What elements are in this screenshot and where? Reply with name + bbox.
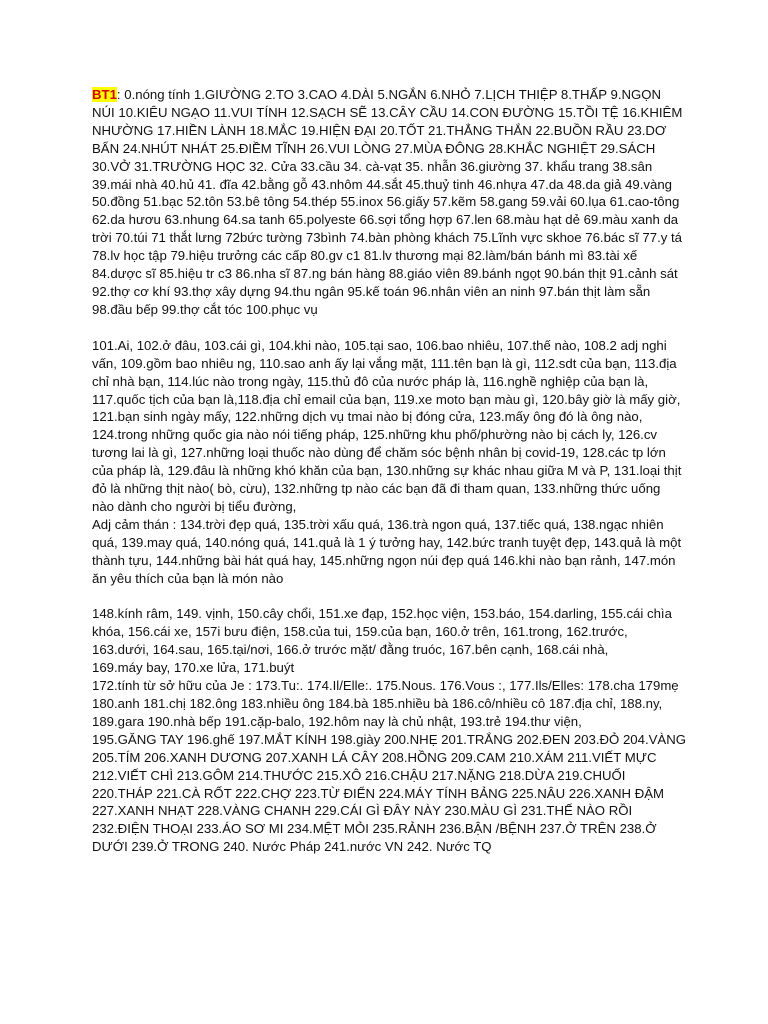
exercise-label: BT1: [92, 87, 117, 102]
paragraph-vocabulary-148-242: 148.kính râm, 149. vịnh, 150.cây chổi, 151.xe đạp, 152.học viện, 153.báo, 154.darling, 155.cái chìa khóa, 156.cái xe, 157i bưu điện, 158.của tui, 159.của bạn, 160.ở trên, 161.trong, 162.trước, 163.dưới, 164.sau, 165.tại/nơi, 166.ở trước mặt/ đằng truóc, 167.bên cạnh, 168.cái nhà, 169.máy bay, 170.xe lửa, 171.buýt 172.tính từ sở hữu của Je : 173.Tu:. 174.Il/Elle:. 175.Nous. 176.Vous :, 177.Ils/Elles: 178.cha 179mẹ 180.anh 181.chị 182.ông 183.nhiều ông 184.bà 185.nhiều bà 186.cô/nhiều cô 187.địa chỉ, 188.ny, 189.gara 190.nhà bếp 191.cặp-balo, 192.hôm nay là chủ nhật, 193.trẻ 194.thư viện, 195.GĂNG TAY 196.ghế 197.MẮT KÍNH 198.giày 200.NHẸ 201.TRẮNG 202.ĐEN 203.ĐỎ 204.VÀNG 205.TÍM 206.XANH DƯƠNG 207.XANH LÁ CÂY 208.HỒNG 209.CAM 210.XÁM 211.VIẾT MỰC 212.VIẾT CHÌ 213.GÔM 214.THƯỚC 215.XÔ 216.CHẬU 217.NẶNG 218.DỪA 219.CHUỐI 220.THÁP 221.CÀ RỐT 222.CHỢ 223.TỪ ĐIỂN 224.MÁY TÍNH BẢNG 225.NÂU 226.XANH ĐẬM 227.XANH NHẠT 228.VÀNG CHANH 229.CÁI GÌ ĐÂY NÀY 230.MÀU GÌ 231.THẾ NÀO RỒI 232.ĐIỆN THOẠI 233.ÁO SƠ MI 234.MỆT MỎI 235.RẢNH 236.BẬN /BỆNH 237.Ở TRÊN 238.Ở DƯỚI 239.Ở TRONG 240. Nước Pháp 241.nước VN 242. Nước TQ: [92, 606, 686, 855]
paragraph-gap: [92, 319, 686, 337]
paragraph-1-text: : 0.nóng tính 1.GIƯỜNG 2.TO 3.CAO 4.DÀI 5.NGẮN 6.NHỎ 7.LỊCH THIỆP 8.THẤP 9.NGỌN NÚI 10.KIÊU NGẠO 11.VUI TÍNH 12.SẠCH SẼ 13.CÂY CẦU 14.CON ĐƯỜNG 15.TỒI TỆ 16.KHIÊM NHƯỜNG 17.HIỀN LÀNH 18.MẮC 19.HIỆN ĐẠI 20.TỐT 21.THẲNG THẮN 22.BUỒN RẦU 23.DƠ BẨN 24.NHÚT NHÁT 25.ĐIỀM TĨNH 26.VUI LÒNG 27.MÙA ĐÔNG 28.KHẮC NGHIỆT 29.SÁCH 30.VỞ 31.TRƯỜNG HỌC 32. Cửa 33.cầu 34. cà-vạt 35. nhẫn 36.giường 37. khẩu trang 38.sân 39.mái nhà 40.hủ 41. đĩa 42.bằng gỗ 43.nhôm 44.sắt 45.thuỷ tinh 46.nhựa 47.da 48.da giả 49.vàng 50.đồng 51.bạc 52.tôn 53.bê tông 54.thép 55.inox 56.giấy 57.kẽm 58.gang 59.vải 60.lụa 61.cao-tông 62.da hươu 63.nhung 64.sa tanh 65.polyeste 66.sợi tổng hợp 67.len 68.màu hạt dẻ 69.màu xanh da trời 70.túi 71 thắt lưng 72bức tường 73bình 74.bàn phòng khách 75.Lĩnh vực skhoe 76.bác sĩ 77.y tá 78.lv học tập 79.hiệu trưởng các cấp 80.gv c1 81.lv thương mại 82.làm/bán bánh mì 83.tài xế 84.dược sĩ 85.hiệu tr c3 86.nha sĩ 87.ng bán hàng 88.giáo viên 89.bánh ngọt 90.bán thịt 91.cảnh sát 92.thợ cơ khí 93.thợ xây dựng 94.thu ngân 95.kế toán 96.nhân viên an ninh 97.bán thịt làm sẵn 98.đầu bếp 99.thợ cắt tóc 100.phục vụ: [92, 87, 683, 317]
document-body: [92, 86, 686, 856]
paragraph-questions-101-147: 101.Ai, 102.ở đâu, 103.cái gì, 104.khi nào, 105.tại sao, 106.bao nhiêu, 107.thế nào, 108.2 adj nghi vấn, 109.gồm bao nhiêu ng, 110.sao anh ấy lại vắng mặt, 111.tên bạn là gì, 112.sdt của bạn, 113.địa chỉ nhà bạn, 114.lúc nào trong ngày, 115.thủ đô của nước pháp là, 116.nghề nghiệp của bạn là, 117.quốc tịch của bạn là,118.địa chỉ email của bạn, 119.xe moto bạn màu gì, 120.bây giờ là mấy giờ, 121.bạn sinh ngày mấy, 122.những dịch vụ tmai nào bị đóng cửa, 123.mấy ông đó là ông nào, 124.trong những quốc gia nào nói tiếng pháp, 125.những khu phố/phường nào bị cách ly, 126.cv tương lai là gì, 127.những loại thuốc nào dùng để chăm sóc bệnh nhân bị covid-19, 128.các tp lớn của pháp là, 129.đâu là những khó khăn của bạn, 130.những sự khác nhau giữa M và P, 131.loại thịt đỏ là những thịt nào( bò, cừu), 132.những tp nào các bạn đã đi tham quan, 133.những thức uống nào dành cho người bị tiểu đường, Adj cảm thán : 134.trời đẹp quá, 135.trời xấu quá, 136.trà ngon quá, 137.tiếc quá, 138.ngạc nhiên quá, 139.may quá, 140.nóng quá, 141.quả là 1 ý tưởng hay, 142.bức tranh tuyệt đẹp, 143.quả là một thành tựu, 144.những bài hát quá hay, 145.những ngọn núi đẹp quá 146.khi nào bạn rảnh, 147.món ăn yêu thích của bạn là món nào: [92, 337, 682, 586]
paragraph-vocabulary-1-100: [92, 86, 686, 319]
paragraph-gap: [92, 587, 686, 605]
